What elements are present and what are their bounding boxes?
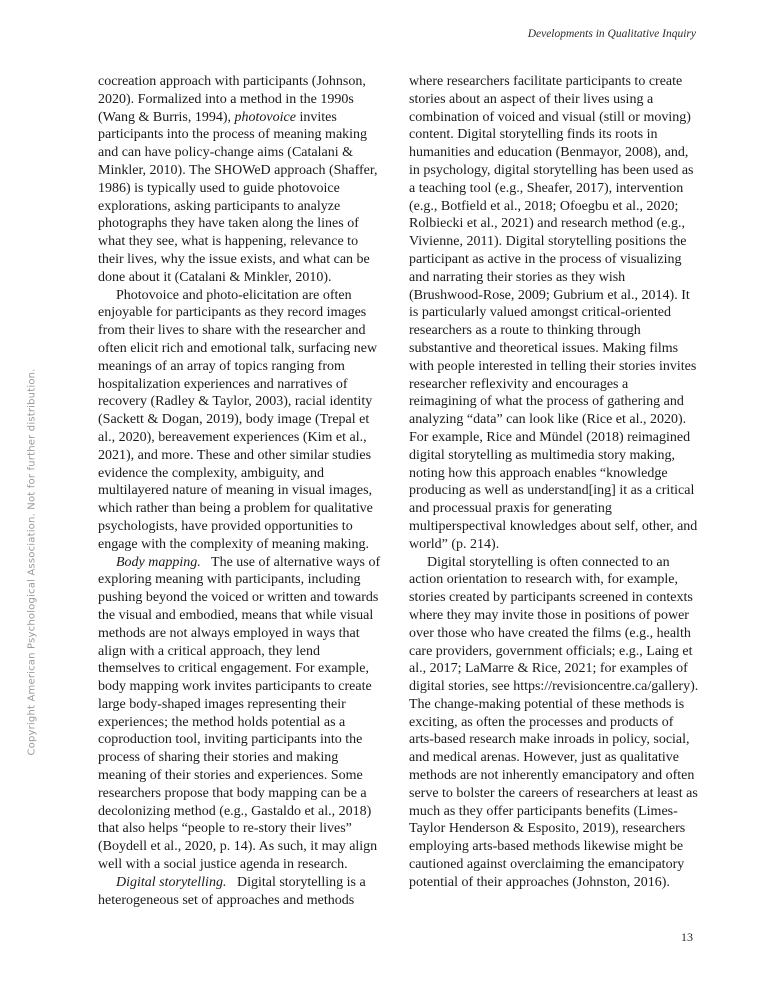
italic-term: photovoice (234, 109, 296, 125)
paragraph: where researchers facilitate participants to create stories about an aspect of their lives using a combination of voiced and visual (still or moving) content. Digital storytelling finds its roots in humanities and education (Benmayor, 2008), and, in psychology, digital storytelling has been used as a teaching tool (e.g., Sheafer, 2017), intervention (e.g., Botfield et al., 2018; Ofoegbu et al., 2020; Rolbiecki et al., 2021) and research method (e.g., Vivienne, 2011). Digital storytelling positions the participant as active in the process of visualizing and narrating their stories as they wish (Brushwood-Rose, 2009; Gubrium et al., 2014). It is particularly valued amongst critical-oriented researchers as a route to thinking through substantive and theoretical issues. Making films with people interested in telling their stories invites researcher reflexivity and encourages a reimagining of what the process of gathering and analyzing “data” can look like (Rice et al., 2020). For example, Rice and Mündel (2018) reimagined digital storytelling as multimedia story making, noting how this approach enables “knowledge producing as well as understand[ing] it as a critical and processual praxis for generating multiperspectival knowledges about self, other, and world” (p. 214). (409, 74, 698, 552)
paragraph (98, 554, 381, 874)
paragraph-text: Digital storytelling is a heterogeneous set of approaches and methods (98, 874, 366, 908)
run-in-heading: Digital storytelling. (116, 874, 227, 890)
right-column (409, 73, 699, 892)
paragraph: Digital storytelling is often connected to an action orientation to research with, for example, stories created by participants screened in contexts where they may invite those in positions of power over those who have created the films (e.g., health care providers, government officials; e.g., Laing et al., 2017; LaMarre & Rice, 2021; for examples of digital stories, see https://revisioncentre.ca/gallery). The change-making potential of these methods is exciting, as often the processes and products of arts-based research make inroads in policy, social, and medical arenas. However, just as qualitative methods are not inherently emancipatory and often serve to bolster the careers of researchers at least as much as they offer participants benefits (Limes-Taylor Henderson & Esposito, 2019), researchers employing arts-based methods likewise might be cautioned against overclaiming the emancipatory potential of their approaches (Johnston, 2016). (409, 554, 699, 890)
copyright-text: Copyright American Psychological Association. Not for further distribution. (26, 368, 38, 756)
paragraph (98, 73, 381, 287)
run-in-heading: Body mapping. (116, 554, 201, 570)
paragraph-text: The use of alternative ways of exploring meaning with participants, including pushing beyond the voiced or written and towards the visual and embodied, means that while visual methods are not always employed in ways that align with a critical approach, they lend themselves to critical engagement. For example, body mapping work invites participants to create large body-shaped images representing their experiences; the method holds potential as a coproduction tool, inviting participants into the process of sharing their stories and making meaning of their stories and experiences. Some researchers propose that body mapping can be a decolonizing method (e.g., Gastaldo et al., 2018) that also helps “people to re-story their lives” (Boydell et al., 2020, p. 14). As such, it may align well with a social justice agenda in research. (98, 554, 381, 873)
paragraph: Photovoice and photo-elicitation are often enjoyable for participants as they record images from their lives to share with the researcher and often elicit rich and emotional talk, surfacing new meanings of an array of topics ranging from hospitalization experiences and narratives of recovery (Radley & Taylor, 2003), racial identity (Sackett & Dogan, 2019), body image (Trepal et al., 2020), bereavement experiences (Kim et al., 2021), and more. These and other similar studies evidence the complexity, ambiguity, and multilayered nature of meaning in visual images, which rather than being a problem for qualitative psychologists, have provided opportunities to engage with the complexity of meaning making. (98, 287, 378, 552)
paragraph-text: invites participants into the process of meaning making and can have policy-change aims (Catalani & Minkler, 2010). The SHOWeD approach (Shaffer, 1986) is typically used to guide photovoice explorations, asking participants to analyze photographs they have taken along the lines of what they see, what is happening, relevance to their lives, why the issue exists, and what can be done about it (Catalani & Minkler, 2010). (98, 109, 378, 285)
page-number: 13 (681, 930, 693, 944)
paragraph (98, 874, 381, 910)
left-column (98, 73, 381, 909)
running-header: Developments in Qualitative Inquiry (527, 28, 696, 40)
paragraph-text: cocreation approach with participants (Johnson, 2020). Formalized into a method in the 1990s (Wang & Burris, 1994), (98, 74, 366, 125)
copyright-notice (24, 368, 40, 756)
